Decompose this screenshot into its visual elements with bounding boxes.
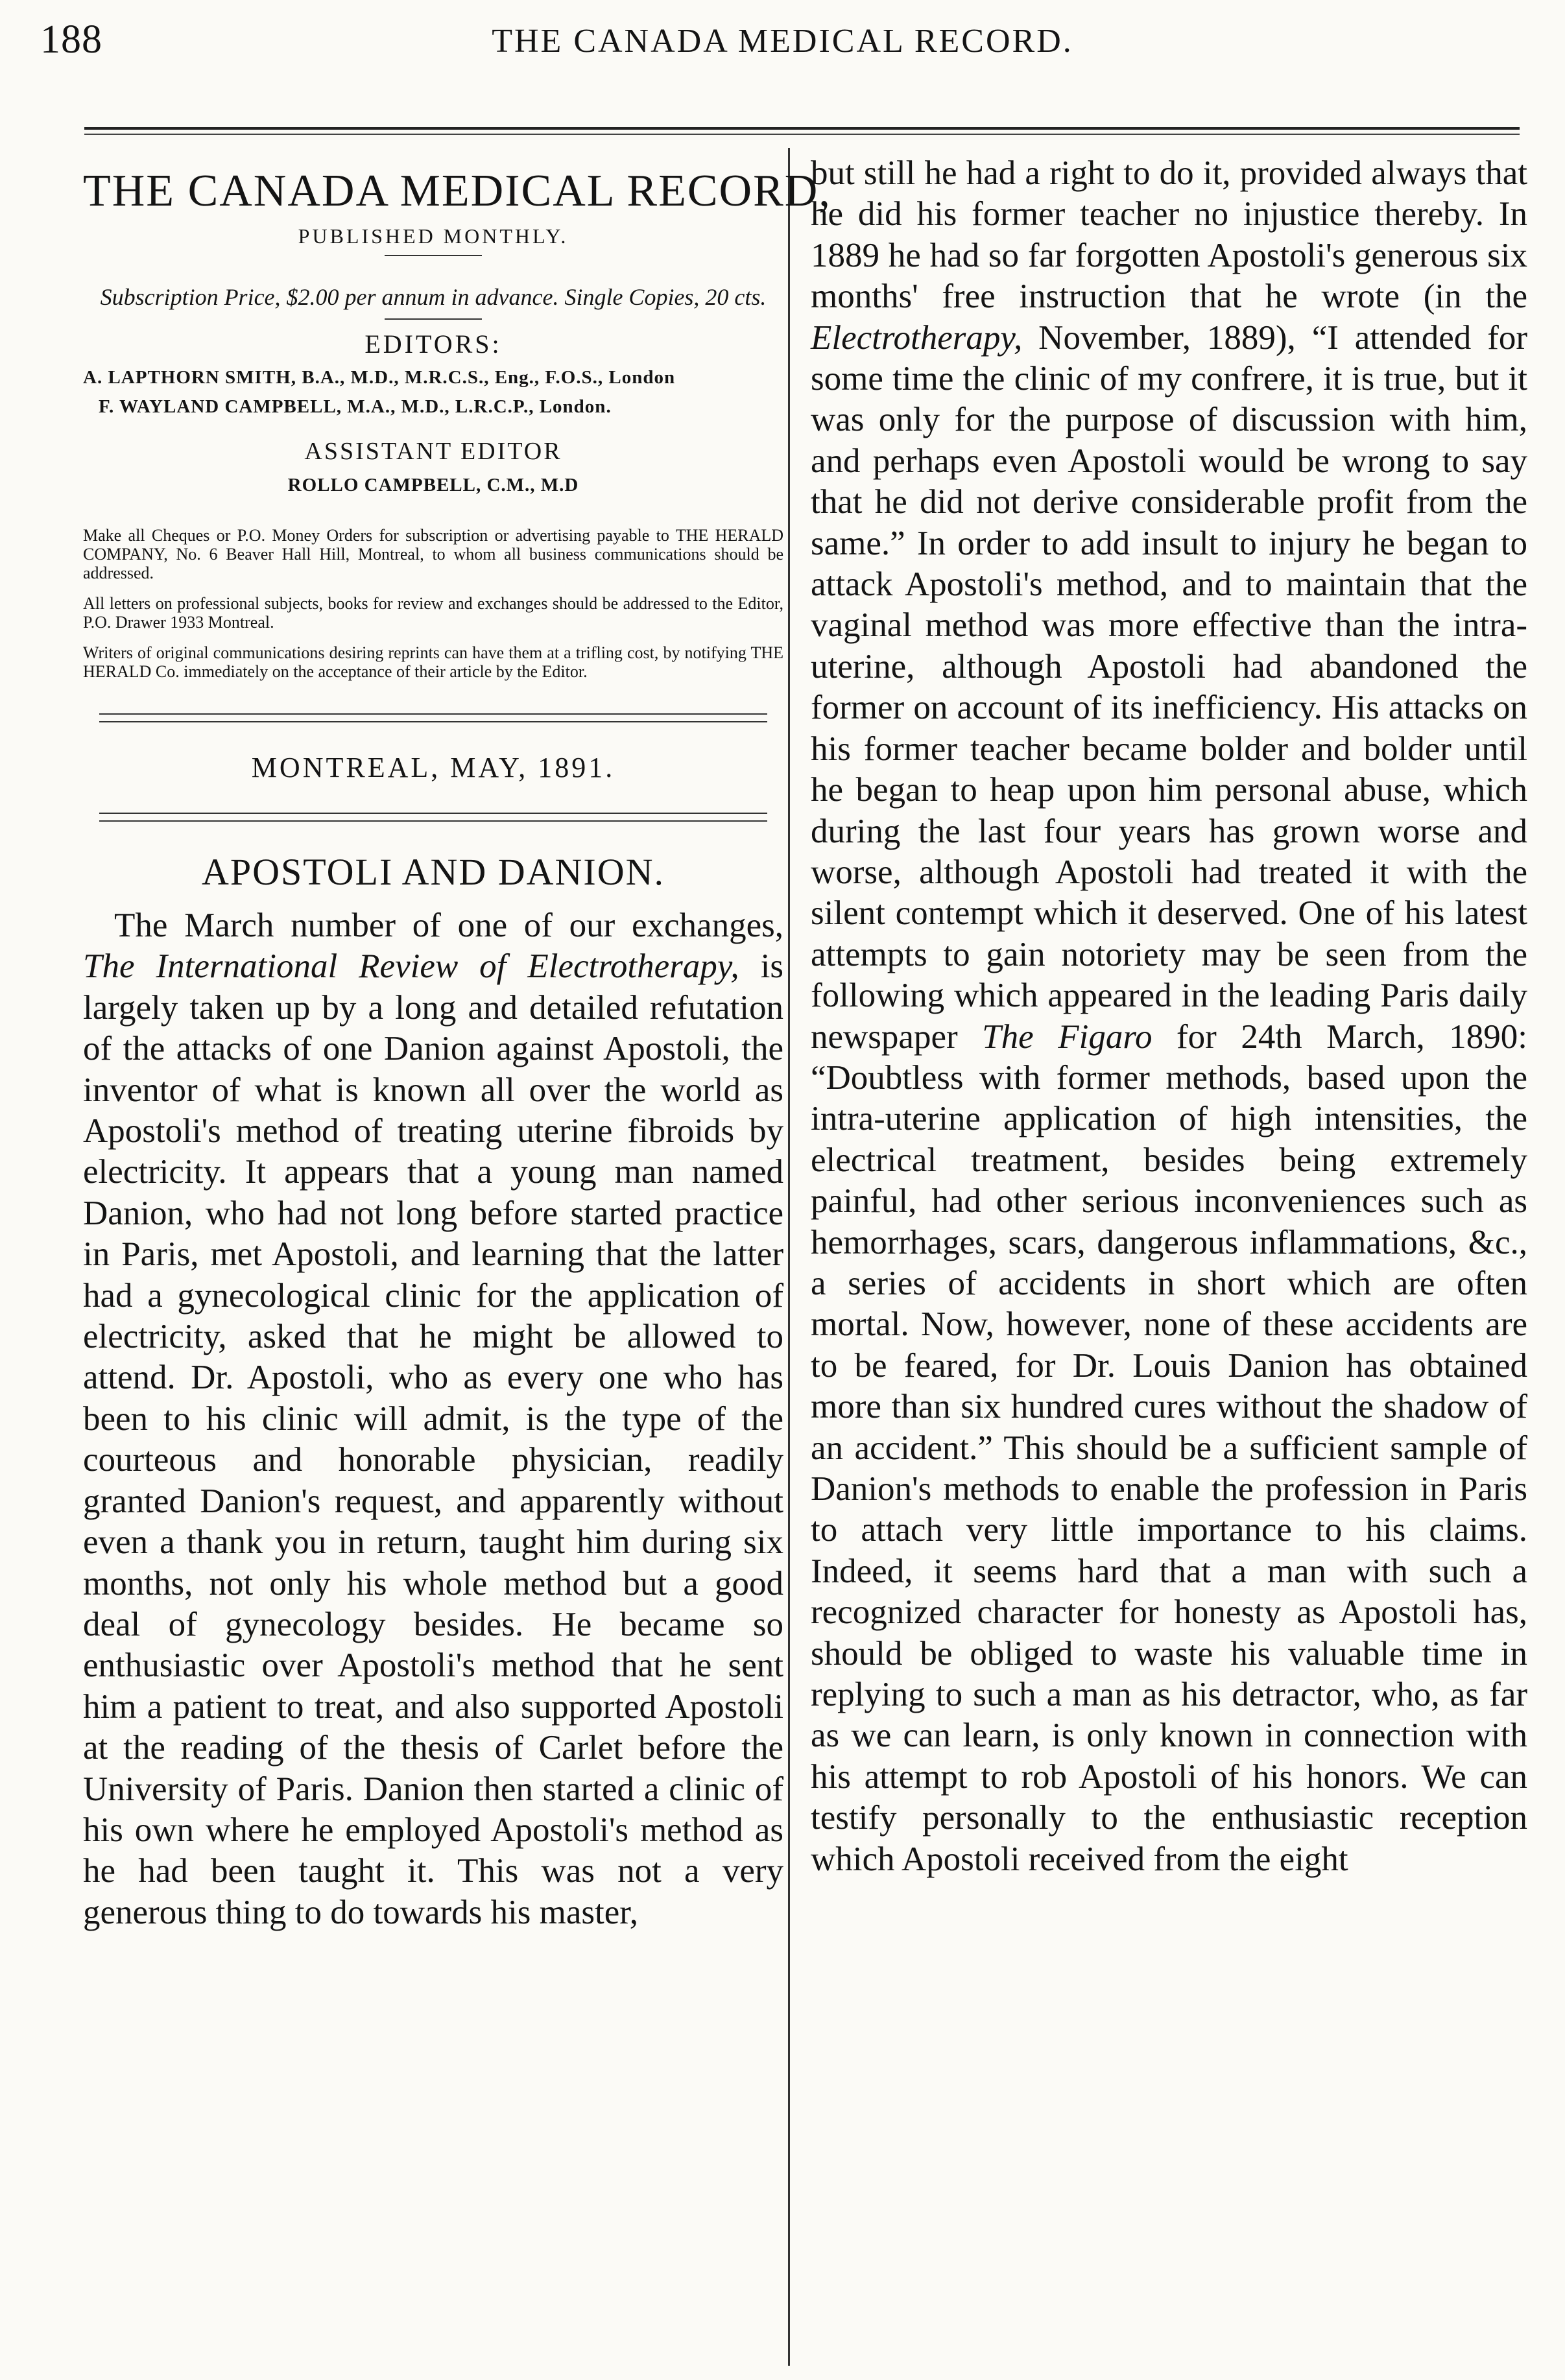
- editor-line: A. LAPTHORN SMITH, B.A., M.D., M.R.C.S., Eng., F.O.S., London: [83, 367, 676, 388]
- text-run: but still he had a right to do it, provided always that he did his former teacher no injustice thereby. In 1889 he had so far forgotten Apostoli's generous six months' free instruction that he wrote (in the: [811, 154, 1527, 316]
- header-rule: [84, 127, 1520, 130]
- letters-notice: All letters on professional subjects, books for review and exchanges should be addressed to the Editor, P.O. Drawer 1933 Montreal.: [83, 594, 783, 632]
- editors-heading: EDITORS:: [364, 329, 502, 359]
- left-column: [83, 149, 831, 1968]
- column-divider: [788, 148, 790, 2366]
- text-run: The March number of one of our exchanges,: [114, 907, 783, 944]
- masthead-title: THE CANADA MEDICAL RECORD,: [83, 166, 831, 216]
- text-run: November, 1889), “I attended for some time the clinic of my confrere, it is true, but it was only for the purpose of discussion with him, and perhaps even Apostoli would be wrong to say that he did not derive considerable profit from the same.” In order to add insult to injury he began to attack Apostoli's method, and to maintain that the vaginal method was more effective than the intra-uterine, although Apostoli had abandoned the former on account of its inefficiency. His attacks on his former teacher became bolder and bolder until he began to heap upon him personal abuse, which during the last four years has grown worse and worse, although Apostoli had treated it with the silent contempt which it deserved. One of his latest attempts to gain notoriety may be seen from the following which appeared in the leading Paris daily newspaper: [811, 318, 1527, 1056]
- section-rule: [99, 713, 767, 715]
- newspaper-name-italic: The Figaro: [982, 1017, 1153, 1056]
- journal-running-title: THE CANADA MEDICAL RECORD.: [492, 23, 1073, 60]
- section-rule: [99, 721, 767, 722]
- article-title: APOSTOLI AND DANION.: [202, 851, 665, 893]
- assistant-editor-heading: ASSISTANT EDITOR: [304, 438, 562, 465]
- assistant-editor-name: ROLLO CAMPBELL, C.M., M.D: [287, 475, 579, 495]
- text-run: for 24th March, 1890: “Doubtless with former methods, based upon the intra-uterine application of high intensities, the electrical treatment, besides being extremely painful, had other serious inconveniences such as hemorrhages, scars, dangerous inflammations, &c., a series of accidents in short which are often mortal. Now, however, none of these accidents are to be feared, for Dr. Louis Danion has obtained more than six hundred cures without the shadow of an accident.” This should be a sufficient sample of Danion's methods to enable the profession in Paris to attach very little importance to his claims. Indeed, it seems hard that a man with such a recognized character for honesty as Apostoli has, should be obliged to waste his valuable time in replying to such a man as his detractor, who, as far as we can learn, is only known in connection with his attempt to rob Apostoli of his honors. We can testify personally to the enthusiastic reception which Apostoli received from the eight: [811, 1017, 1527, 1878]
- article-paragraph-continued: [811, 153, 1527, 1880]
- reprints-notice: Writers of original communications desiring reprints can have them at a trifling cost, by notifying THE HERALD Co. immediately on the acceptance of their article by the Editor.: [83, 643, 783, 681]
- right-column: [811, 153, 1527, 1914]
- text-run: is largely taken up by a long and detailed refutation of the attacks of one Danion against Apostoli, the inventor of what is known all over the world as Apostoli's method of treating uterine fibroids by electricity. It appears that a young man named Danion, who had not long before started practice in Paris, met Apostoli, and learning that the latter had a gynecological clinic for the application of electricity, asked that he might be allowed to attend. Dr. Apostoli, who as every one who has been to his clinic will admit, is the type of the courteous and honorable physician, readily granted Danion's request, and apparently without even a thank you in return, taught him during six months, not only his whole method but a good deal of gynecology besides. He became so enthusiastic over Apostoli's method that he sent him a patient to treat, and also supported Apostoli at the reading of the thesis of Carlet before the University of Paris. Danion then started a clinic of his own where he employed Apostoli's method as he had been taught it. This was not a very generous thing to do towards his master,: [83, 947, 783, 1931]
- section-rule: [99, 820, 767, 822]
- article-paragraph: [83, 905, 783, 1933]
- short-rule: [385, 255, 482, 256]
- editor-line: F. WAYLAND CAMPBELL, M.A., M.D., L.R.C.P., London.: [99, 396, 612, 417]
- section-rule: [99, 813, 767, 814]
- payment-notice: Make all Cheques or P.O. Money Orders for subscription or advertising payable to THE HERALD COMPANY, No. 6 Beaver Hall Hill, Montreal, to whom all business communications should be addressed.: [83, 526, 783, 582]
- journal-name-italic: Electrotherapy,: [811, 318, 1023, 357]
- dateline: MONTREAL, MAY, 1891.: [251, 752, 615, 783]
- journal-name-italic: The International Review of Electrotherapy,: [83, 947, 739, 986]
- page-number: 188: [40, 18, 102, 62]
- running-head: [0, 0, 1565, 123]
- subscription-price: Subscription Price, $2.00 per annum in advance. Single Copies, 20 cts.: [100, 284, 767, 310]
- header-rule-thin: [84, 134, 1520, 135]
- short-rule: [385, 318, 482, 320]
- masthead-published: PUBLISHED MONTHLY.: [298, 224, 569, 248]
